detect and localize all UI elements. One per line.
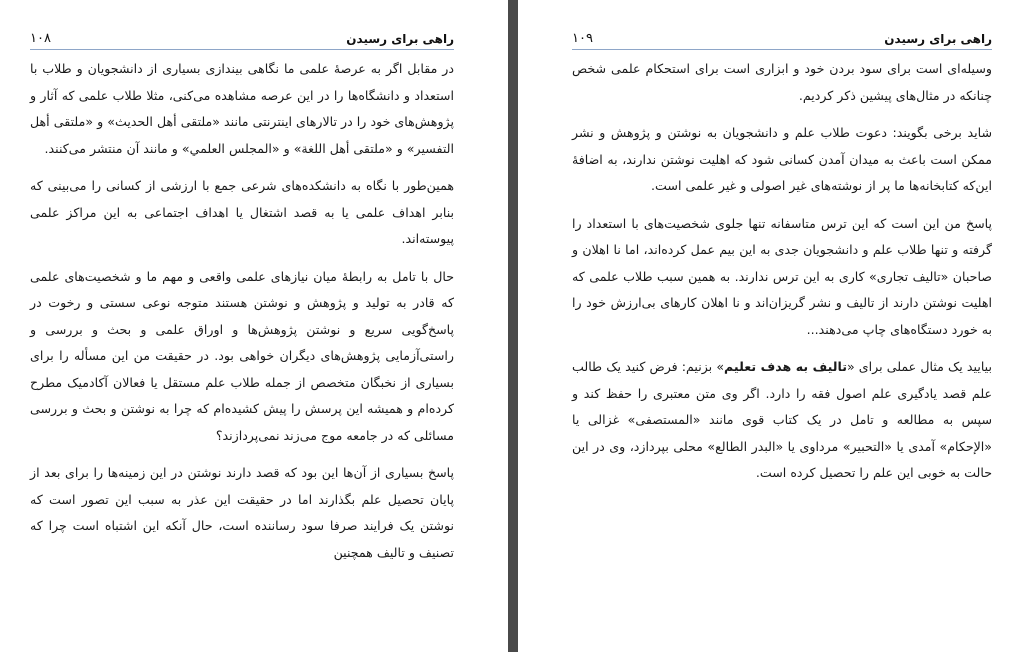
left-page-body (30, 56, 454, 577)
running-title: راهی برای رسیدن (346, 32, 454, 46)
paragraph: در مقابل اگر به عرصهٔ علمی ما نگاهی بیندازی بسیاری از دانشجویان و طلاب با استعداد و دانشگاه‌ها را در این عرصه مشاهده می‌کنی، مثلا طلاب علمی که آثار و پژوهش‌های خود را در تالارهای اینترنتی مانند «ملتقى أهل الحديث» و «ملتقى أهل التفسير» و «ملتقى أهل اللغة» و «المجلس العلمي» و مانند آن منتشر می‌کنند. (30, 61, 454, 156)
paragraph: شاید برخی بگویند: دعوت طلاب علم و دانشجویان به نوشتن و پژوهش و نشر ممکن است باعث به میدان آمدن کسانی شود که اهلیت نوشتن ندارند، به اضافهٔ این‌که کتابخانه‌ها ما پر از نوشته‌های غیر اصولی و غیر علمی است. (572, 125, 992, 193)
paragraph: وسیله‌ای است برای سود بردن خود و ابزاری است برای استحکام علمی شخص چنانکه در مثال‌های پیشین ذکر کردیم. (572, 61, 992, 103)
paragraph: حال با تامل به رابطهٔ میان نیازهای علمی واقعی و مهم ما و شخصیت‌های علمی که قادر به تولید و پژوهش و نوشتن هستند متوجه نوعی سستی و رخوت در پاسخ‌گویی سریع و نوشتن پژوهش‌ها و اوراق علمی و بحث و بررسی و راستی‌آزمایی پژوهش‌های دیگران خواهی بود. در حقیقت من این مسأله را برای بسیاری از نخبگان متخصص از جمله طلاب علم مستقل یا فعالان آکادمیک مطرح کرده‌ام و همیشه این پرسش را پیش کشیده‌ام که چرا به نوشتن و بحث و بررسی مسائلی که در جامعه موج می‌زند نمی‌پردازند؟ (30, 268, 454, 443)
page-gutter (508, 0, 518, 652)
right-page-body (572, 56, 992, 498)
paragraph-text: بیایید یک مثال عملی برای « (846, 359, 992, 374)
right-page-header (572, 26, 992, 50)
paragraph (572, 354, 992, 487)
paragraph: همین‌طور با نگاه به دانشکده‌های شرعی جمع با ارزشی از کسانی را می‌بینی که بنابر اهداف علمی یا به قصد اشتغال یا اهداف اجتماعی به این مراکز علمی پیوسته‌اند. (30, 178, 454, 246)
bold-term: تالیف به هدف تعلیم (724, 359, 847, 374)
left-page (0, 0, 508, 652)
left-page-header (30, 26, 454, 50)
page-number: ۱۰۸ (30, 31, 51, 46)
paragraph-text: » بزنیم: فرض کنید یک طالب علم قصد یادگیری علم اصول فقه را دارد. اگر وی متن معتبری را حفظ کند و سپس به مطالعه و تامل در یک کتاب قوی مانند «المستصفی» غزالی یا «الإحکام» آمدی یا «التحبیر» مرداوی یا «البدر الطالع» محلی بپردازد، وی در این حالت به خوبی این علم را تحصیل کرده است. (572, 359, 992, 480)
right-page (518, 0, 1024, 652)
paragraph: پاسخ بسیاری از آن‌ها این بود که قصد دارند نوشتن در این زمینه‌ها را برای بعد از پایان تحصیل علم بگذارند اما در حقیقت این عذر به سبب این تصور است که نوشتن یک فرایند صرفا سود رساننده است، حال آنکه این اشتباه است چرا که تصنیف و تالیف همچنین (30, 465, 454, 560)
page-number: ۱۰۹ (572, 31, 593, 46)
paragraph: پاسخ من این است که این ترس متاسفانه تنها جلوی شخصیت‌های با استعداد را گرفته و تنها طلاب علم و دانشجویان جدی به این بیم عمل کرده‌اند، اما نا اهلان و صاحبان «تالیف تجاری» کاری به این ترس ندارند. به همین سبب طلاب علمی که اهلیت نوشتن دارند از تالیف و نشر گریزان‌اند و نا اهلان کارهای بی‌ارزش خود را به خورد دستگاه‌های چاپ می‌دهند... (572, 215, 992, 337)
running-title: راهی برای رسیدن (884, 32, 992, 46)
